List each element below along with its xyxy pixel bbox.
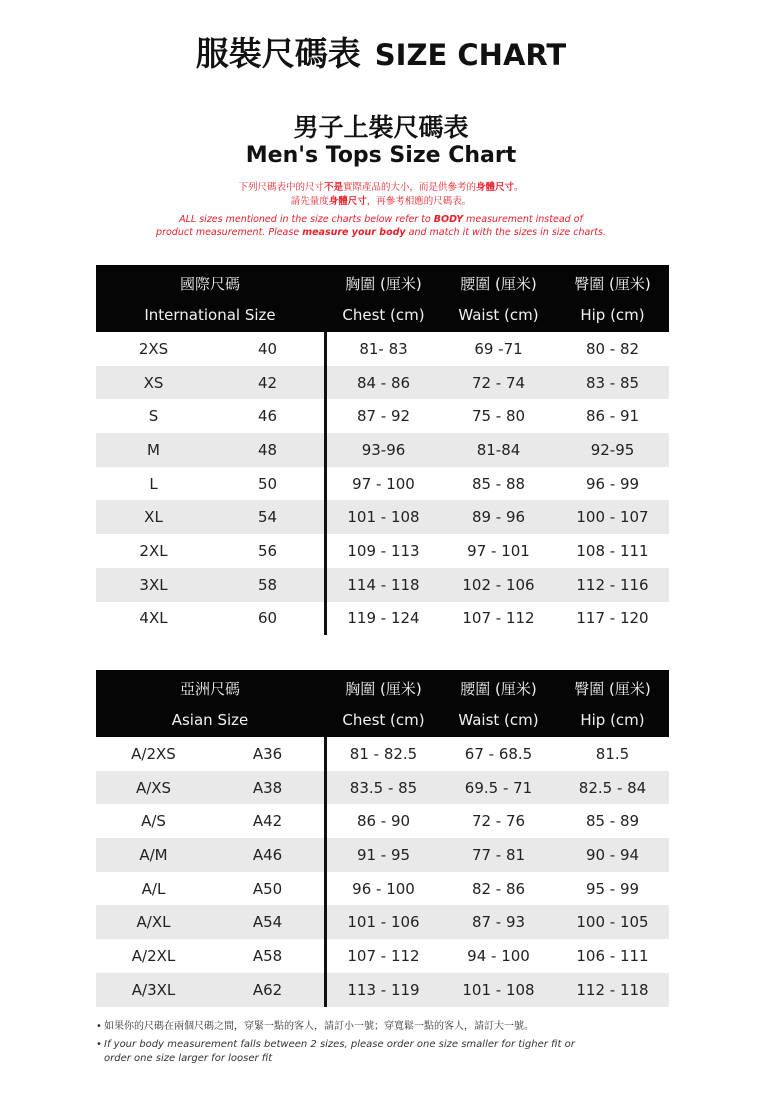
cell-size: A/XS bbox=[135, 778, 172, 797]
cell-waist: 81-84 bbox=[476, 440, 521, 459]
cell-hip: 92-95 bbox=[590, 440, 635, 459]
cell-size: XS bbox=[143, 373, 164, 392]
table-header bbox=[96, 265, 669, 332]
header-waist-en: Waist (cm) bbox=[458, 306, 539, 324]
table-row bbox=[96, 399, 669, 433]
cell-chest: 83.5 - 85 bbox=[349, 778, 418, 797]
cell-size: 3XL bbox=[139, 575, 168, 594]
cell-waist: 87 - 93 bbox=[471, 913, 526, 932]
cell-num: A50 bbox=[252, 879, 283, 898]
cell-hip: 90 - 94 bbox=[585, 845, 640, 864]
cell-chest: 113 - 119 bbox=[347, 980, 420, 999]
cell-hip: 83 - 85 bbox=[585, 373, 640, 392]
cell-num: 48 bbox=[257, 440, 278, 459]
table-row bbox=[96, 905, 669, 939]
cell-num: 42 bbox=[257, 373, 278, 392]
cell-hip: 112 - 118 bbox=[576, 980, 649, 999]
cell-size: A/2XS bbox=[131, 744, 176, 763]
cell-size: A/3XL bbox=[131, 980, 176, 999]
cell-hip: 100 - 105 bbox=[576, 913, 649, 932]
cell-num: 54 bbox=[257, 508, 278, 527]
table-row bbox=[96, 737, 669, 771]
cell-waist: 107 - 112 bbox=[462, 609, 535, 628]
cell-hip: 85 - 89 bbox=[585, 812, 640, 831]
cell-size: 4XL bbox=[139, 609, 168, 628]
header-waist-zh: 腰圍 (厘米) bbox=[460, 275, 537, 293]
cell-hip: 95 - 99 bbox=[585, 879, 640, 898]
cell-num: 50 bbox=[257, 474, 278, 493]
page-title bbox=[0, 28, 762, 75]
table-header bbox=[96, 670, 669, 737]
title-zh: 服裝尺碼表 bbox=[195, 34, 361, 73]
table-body bbox=[96, 332, 669, 635]
header-hip-en: Hip (cm) bbox=[580, 711, 645, 729]
cell-chest: 96 - 100 bbox=[352, 879, 415, 898]
cell-num: 56 bbox=[257, 541, 278, 560]
cell-waist: 94 - 100 bbox=[467, 946, 530, 965]
cell-chest: 101 - 106 bbox=[347, 913, 420, 932]
cell-hip: 82.5 - 84 bbox=[578, 778, 647, 797]
footnote-en: • If your body measurement falls between 2 sizes, please order one size smaller for tigher fit or order one size larger for looser fit bbox=[96, 1039, 575, 1064]
cell-chest: 119 - 124 bbox=[347, 609, 420, 628]
cell-num: 58 bbox=[257, 575, 278, 594]
cell-chest: 84 - 86 bbox=[356, 373, 411, 392]
table-row bbox=[96, 838, 669, 872]
header-chest-en: Chest (cm) bbox=[342, 711, 425, 729]
cell-num: A42 bbox=[252, 812, 283, 831]
table-body bbox=[96, 737, 669, 1007]
table-row bbox=[96, 804, 669, 838]
cell-chest: 93-96 bbox=[361, 440, 406, 459]
table-row bbox=[96, 366, 669, 400]
header-chest-zh: 胸圍 (厘米) bbox=[345, 680, 422, 698]
cell-num: 40 bbox=[257, 339, 278, 358]
cell-hip: 81.5 bbox=[595, 744, 630, 763]
cell-chest: 114 - 118 bbox=[347, 575, 420, 594]
table-row bbox=[96, 433, 669, 467]
cell-waist: 97 - 101 bbox=[467, 541, 530, 560]
cell-size: 2XS bbox=[138, 339, 169, 358]
cell-chest: 101 - 108 bbox=[347, 508, 420, 527]
asian-size-table bbox=[96, 670, 669, 1007]
header-size-zh: 亞洲尺碼 bbox=[179, 680, 240, 698]
header-size-en: Asian Size bbox=[171, 711, 249, 729]
table-row bbox=[96, 771, 669, 805]
table-row bbox=[96, 568, 669, 602]
title-en: SIZE CHART bbox=[374, 38, 567, 72]
table-row bbox=[96, 602, 669, 636]
cell-hip: 106 - 111 bbox=[576, 946, 649, 965]
cell-waist: 72 - 76 bbox=[471, 812, 526, 831]
cell-waist: 101 - 108 bbox=[462, 980, 535, 999]
cell-size: A/S bbox=[141, 812, 166, 831]
footnote-zh: • 如果你的尺碼在兩個尺碼之間，穿緊一點的客人，請訂小一號；穿寬鬆一點的客人，請訂大一號。 bbox=[96, 1021, 534, 1032]
header-hip-zh: 臀圍 (厘米) bbox=[574, 680, 651, 698]
cell-waist: 77 - 81 bbox=[471, 845, 526, 864]
cell-chest: 81 - 82.5 bbox=[349, 744, 418, 763]
cell-num: A36 bbox=[252, 744, 283, 763]
cell-hip: 100 - 107 bbox=[576, 508, 649, 527]
table-row bbox=[96, 939, 669, 973]
cell-hip: 117 - 120 bbox=[576, 609, 649, 628]
cell-chest: 91 - 95 bbox=[356, 845, 411, 864]
header-size-en: International Size bbox=[144, 306, 276, 324]
column-divider bbox=[324, 737, 327, 1007]
cell-size: A/M bbox=[139, 845, 168, 864]
header-waist-en: Waist (cm) bbox=[458, 711, 539, 729]
note-en-line2: product measurement. Please measure your body and match it with the sizes in size charts. bbox=[156, 227, 606, 238]
cell-chest: 107 - 112 bbox=[347, 946, 420, 965]
cell-num: A38 bbox=[252, 778, 283, 797]
cell-num: A46 bbox=[252, 845, 283, 864]
cell-waist: 69.5 - 71 bbox=[464, 778, 533, 797]
cell-waist: 75 - 80 bbox=[471, 407, 526, 426]
cell-hip: 86 - 91 bbox=[585, 407, 640, 426]
header-hip-en: Hip (cm) bbox=[580, 306, 645, 324]
cell-waist: 69 -71 bbox=[474, 339, 523, 358]
cell-hip: 80 - 82 bbox=[585, 339, 640, 358]
cell-hip: 96 - 99 bbox=[585, 474, 640, 493]
header-size-zh: 國際尺碼 bbox=[179, 275, 240, 293]
cell-hip: 112 - 116 bbox=[576, 575, 649, 594]
header-chest-zh: 胸圍 (厘米) bbox=[345, 275, 422, 293]
table-row bbox=[96, 534, 669, 568]
cell-chest: 109 - 113 bbox=[347, 541, 420, 560]
cell-size: 2XL bbox=[139, 541, 168, 560]
cell-waist: 67 - 68.5 bbox=[464, 744, 533, 763]
cell-waist: 102 - 106 bbox=[462, 575, 535, 594]
header-hip-zh: 臀圍 (厘米) bbox=[574, 275, 651, 293]
cell-num: A58 bbox=[252, 946, 283, 965]
cell-num: 46 bbox=[257, 407, 278, 426]
bullet: • bbox=[96, 1021, 102, 1032]
table-row bbox=[96, 467, 669, 501]
note-zh-line2: 請先量度身體尺寸，再參考相應的尺碼表。 bbox=[290, 196, 472, 207]
note-en-line1: ALL sizes mentioned in the size charts below refer to BODY measurement instead of bbox=[179, 214, 583, 225]
table-row bbox=[96, 973, 669, 1007]
cell-size: M bbox=[147, 440, 160, 459]
cell-chest: 97 - 100 bbox=[352, 474, 415, 493]
cell-size: S bbox=[148, 407, 159, 426]
cell-size: A/L bbox=[141, 879, 166, 898]
cell-size: XL bbox=[144, 508, 163, 527]
table-row bbox=[96, 332, 669, 366]
cell-size: L bbox=[149, 474, 158, 493]
cell-num: A62 bbox=[252, 980, 283, 999]
bullet: • bbox=[96, 1039, 102, 1050]
header-waist-zh: 腰圍 (厘米) bbox=[460, 680, 537, 698]
table-row bbox=[96, 500, 669, 534]
cell-waist: 89 - 96 bbox=[471, 508, 526, 527]
cell-size: A/XL bbox=[136, 913, 171, 932]
column-divider bbox=[324, 332, 327, 635]
note-zh-line1: 下列尺碼表中的尺寸不是實際產品的大小，而是供參考的身體尺寸。 bbox=[238, 182, 524, 193]
cell-num: 60 bbox=[257, 609, 278, 628]
subtitle-en: Men's Tops Size Chart bbox=[245, 143, 517, 168]
cell-waist: 82 - 86 bbox=[471, 879, 526, 898]
cell-waist: 72 - 74 bbox=[471, 373, 526, 392]
cell-chest: 86 - 90 bbox=[356, 812, 411, 831]
cell-chest: 87 - 92 bbox=[356, 407, 411, 426]
cell-size: A/2XL bbox=[131, 946, 176, 965]
cell-hip: 108 - 111 bbox=[576, 541, 649, 560]
header-chest-en: Chest (cm) bbox=[342, 306, 425, 324]
cell-waist: 85 - 88 bbox=[471, 474, 526, 493]
subtitle-zh: 男子上裝尺碼表 bbox=[293, 113, 469, 142]
cell-num: A54 bbox=[252, 913, 283, 932]
table-row bbox=[96, 872, 669, 906]
international-size-table bbox=[96, 265, 669, 635]
cell-chest: 81- 83 bbox=[359, 339, 408, 358]
